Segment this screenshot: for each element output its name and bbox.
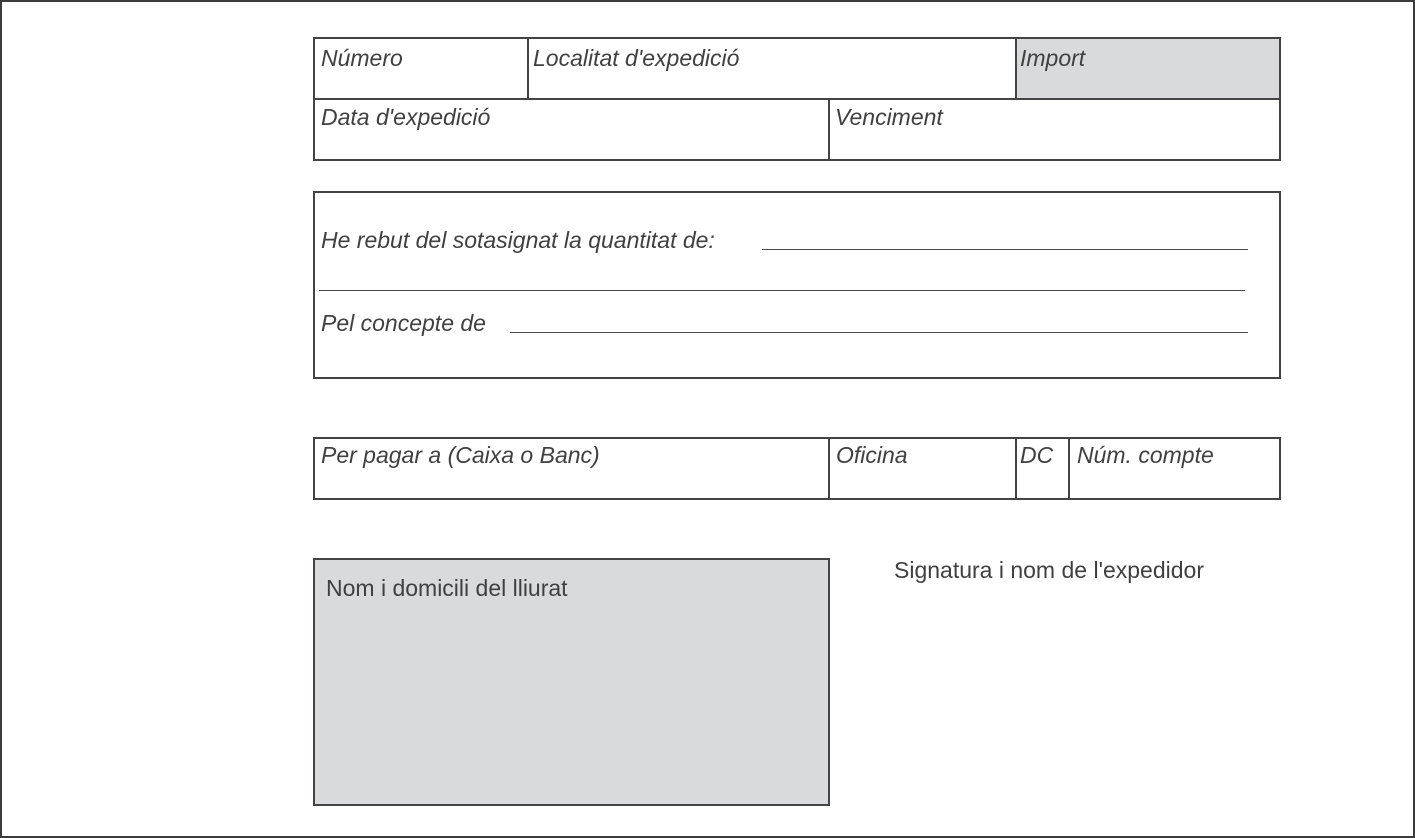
num-compte-label: Núm. compte [1077,442,1214,468]
pay-to-label: Per pagar a (Caixa o Banc) [321,442,600,468]
bank-divider-oficina [828,437,830,500]
drawee-label: Nom i domicili del lliurat [326,575,568,601]
header-divider [313,98,1281,100]
oficina-label: Oficina [836,442,908,468]
dc-label: DC [1020,442,1054,468]
header-divider-numero [527,37,529,99]
header-divider-data [828,99,830,161]
bank-divider-dc [1015,437,1017,500]
amount-line-2[interactable] [319,290,1245,291]
localitat-label: Localitat d'expedició [533,45,740,71]
venciment-label: Venciment [835,104,943,130]
concept-label: Pel concepte de [321,310,486,336]
import-label: Import [1020,45,1086,71]
data-expedicio-label: Data d'expedició [321,104,491,130]
bank-divider-compte [1068,437,1070,500]
numero-label: Número [321,45,403,71]
receipt-outline [313,191,1281,379]
concept-line[interactable] [510,332,1248,333]
signature-label: Signatura i nom de l'expedidor [894,557,1204,583]
amount-line[interactable] [762,249,1248,250]
received-label: He rebut del sotasignat la quantitat de: [321,227,715,253]
